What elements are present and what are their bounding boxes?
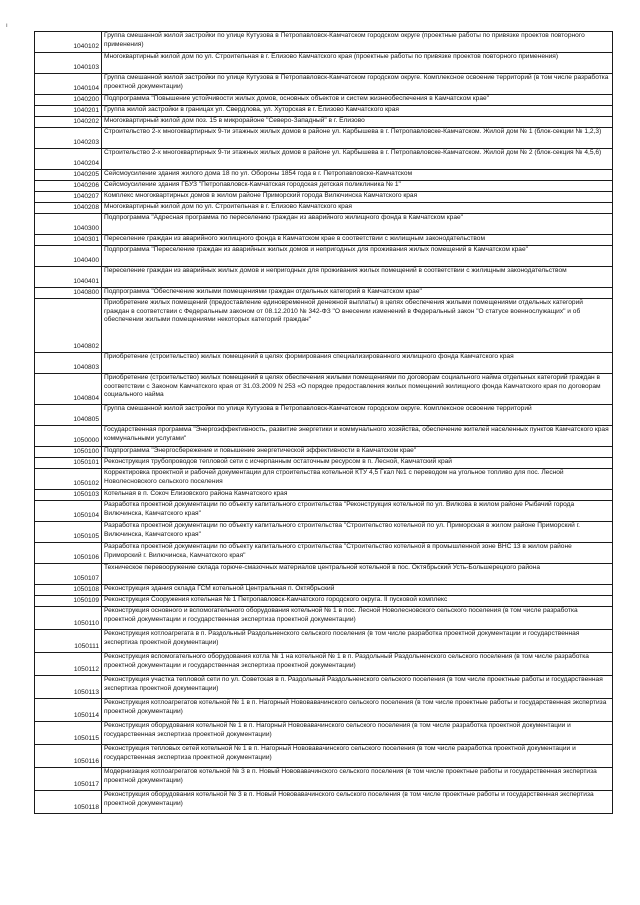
budget-codes-table (34, 31, 613, 814)
row-name: Группа жилой застройки в границах ул. Свердлова, ул. Хуторская в г. Елизово Камчатского края (102, 106, 613, 117)
row-name: Реконструкция котлоагрегата в п. Раздольный Раздольненского сельского поселения (в том числе разработка проектной документации и государственная экспертиза проектной документации) (102, 630, 613, 653)
row-code: 1050104 (35, 501, 102, 522)
row-code: 1050114 (35, 699, 102, 722)
row-code: 1050108 (35, 585, 102, 596)
row-name: Реконструкция оборудования котельной № 1 в п. Нагорный Нововавачинского сельского поселения (в том числе разработка проектной документации и государственная экспертиза проектной документации) (102, 722, 613, 745)
row-name: Сейсмоусиление здания ГБУЗ "Петропавловск-Камчатская городская детская поликлиника № 1" (102, 181, 613, 192)
row-code: 1040204 (35, 149, 102, 170)
table-row (35, 543, 613, 564)
row-code: 1040803 (35, 353, 102, 374)
table-row (35, 564, 613, 585)
table-row (35, 745, 613, 768)
row-code: 1040400 (35, 246, 102, 267)
row-code: 1050106 (35, 543, 102, 564)
row-code: 1040104 (35, 74, 102, 95)
row-code: 1050100 (35, 447, 102, 458)
row-code: 1050115 (35, 722, 102, 745)
row-name: Реконструкция тепловых сетей котельной № 1 в п. Нагорный Нововавачинского сельского поселения (в том числе разработка проектной документации и государственная экспертиза проектной документации) (102, 745, 613, 768)
row-name: Группа смешанной жилой застройки по улице Кутузова в Петропавловск-Камчатском городском округе. Комплексное освоение территорий (в том числе разработка проектной документации) (102, 74, 613, 95)
row-name: Приобретение (строительство) жилых помещений в целях формирования специализированного жилищного фонда Камчатского края (102, 353, 613, 374)
row-name: Подпрограмма "Энергосбережение и повышение энергетической эффективности в Камчатском крае" (102, 447, 613, 458)
row-name: Сейсмоусиление здания жилого дома 18 по ул. Обороны 1854 года в г. Петропавловске-Камчатском (102, 170, 613, 181)
table-row (35, 53, 613, 74)
row-name: Реконструкция Сооружения котельная № 1 Петропавловск-Камчатского городского округа. II пусковой комплекс (102, 596, 613, 607)
row-code: 1050110 (35, 607, 102, 630)
table-row (35, 32, 613, 53)
row-name: Подпрограмма "Переселение граждан из аварийных жилых домов и непригодных для проживания жилых помещений в Камчатском крае" (102, 246, 613, 267)
table-row (35, 653, 613, 676)
table-row (35, 469, 613, 490)
table-row (35, 288, 613, 299)
table-row (35, 522, 613, 543)
row-code: 1050117 (35, 768, 102, 791)
row-code: 1040401 (35, 267, 102, 288)
row-name: Реконструкция трубопроводов тепловой сети с исчерпанным остаточным ресурсом в п. Лесной, Камчатский край (102, 458, 613, 469)
row-name: Подпрограмма "Повышение устойчивости жилых домов, основных объектов и систем жизнеобеспечения в Камчатском крае" (102, 95, 613, 106)
table-row (35, 128, 613, 149)
row-code: 1050103 (35, 490, 102, 501)
row-code: 1050102 (35, 469, 102, 490)
table-row (35, 181, 613, 192)
table-row (35, 501, 613, 522)
table-row (35, 106, 613, 117)
table-row (35, 585, 613, 596)
row-name: Подпрограмма "Обеспечение жилыми помещениями граждан отдельных категорий в Камчатском крае" (102, 288, 613, 299)
row-code: 1040208 (35, 203, 102, 214)
table-row (35, 95, 613, 106)
margin-mark: ı (6, 22, 8, 29)
row-name: Подпрограмма "Адресная программа по переселению граждан из аварийного жилищного фонда в Камчатском крае" (102, 214, 613, 235)
row-code: 1040206 (35, 181, 102, 192)
table-row (35, 490, 613, 501)
table-row (35, 235, 613, 246)
row-code: 1040301 (35, 235, 102, 246)
table-row (35, 722, 613, 745)
table-row (35, 426, 613, 447)
row-name: Строительство 2-х многоквартирных 9-ти этажных жилых домов в районе ул. Карбышева в г. Петропавловске-Камчатском. Жилой дом № 2 (блок-секция № 4,5,6) (102, 149, 613, 170)
row-code: 1050111 (35, 630, 102, 653)
table-row (35, 676, 613, 699)
row-code: 1050118 (35, 791, 102, 814)
table-row (35, 170, 613, 181)
row-name: Котельная в п. Сокоч Елизовского района Камчатского края (102, 490, 613, 501)
row-name: Государственная программа "Энергоэффективность, развитие энергетики и коммунального хозяйства, обеспечение жителей населенных пунктов Камчатского края коммунальными услугами" (102, 426, 613, 447)
row-name: Комплекс многоквартирных домов в жилом районе Приморский города Вилючинска Камчатского края (102, 192, 613, 203)
table-row (35, 374, 613, 405)
row-code: 1040207 (35, 192, 102, 203)
row-code: 1040203 (35, 128, 102, 149)
row-name: Многоквартирный жилой дом по ул. Строительная в г. Елизово Камчатского края (проектные работы по привязке проектов повторного применения) (102, 53, 613, 74)
row-code: 1040802 (35, 299, 102, 353)
row-code: 1040102 (35, 32, 102, 53)
row-code: 1050113 (35, 676, 102, 699)
table-row (35, 149, 613, 170)
row-name: Группа смешанной жилой застройки по улице Кутузова в Петропавловск-Камчатском городском округе. Комплексное освоение территорий (102, 405, 613, 426)
table-row (35, 447, 613, 458)
row-name: Разработка проектной документации по объекту капитального строительства "Строительство котельной по ул. Приморская в жилом районе Приморский г. Вилючинска, Камчатского края" (102, 522, 613, 543)
row-name: Реконструкция здания склада ГСМ котельной Центральная п. Октябрьский (102, 585, 613, 596)
table-row (35, 192, 613, 203)
table-row (35, 791, 613, 814)
row-name: Приобретение жилых помещений (предоставление единовременной денежной выплаты) в целях обеспечения жилыми помещениями отдельных категорий граждан в соответствии с Федеральным законом от 08.12.2010 № 342-ФЗ "О внесении изменений в Федеральный закон "О статусе военнослужащих" и об обеспечении жилыми помещениями некоторых категорий граждан" (102, 299, 613, 353)
row-name: Многоквартирный жилой дом поз. 15 в микрорайоне "Северо-Западный" в г. Елизово (102, 117, 613, 128)
row-code: 1050101 (35, 458, 102, 469)
row-name: Переселение граждан из аварийного жилищного фонда в Камчатском крае в соответствии с жилищным законодательством (102, 235, 613, 246)
table-row (35, 607, 613, 630)
table-row (35, 699, 613, 722)
row-name: Разработка проектной документации по объекту капитального строительства "Реконструкция котельной по ул. Вилкова в жилом районе Рыбачий города Вилючинска, Камчатского края" (102, 501, 613, 522)
row-name: Реконструкция оборудования котельной № 3 в п. Новый Нововавачинского сельского поселения (в том числе проектные работы и государственная экспертиза проектной документации) (102, 791, 613, 814)
row-code: 1040202 (35, 117, 102, 128)
table-row (35, 246, 613, 267)
row-name: Группа смешанной жилой застройки по улице Кутузова в Петропавловск-Камчатском городском округе (проектные работы по привязке проектов повторного применения) (102, 32, 613, 53)
row-name: Приобретение (строительство) жилых помещений в целях обеспечения жилыми помещениями по договорам социального найма отдельных категорий граждан в соответствии с Законом Камчатского края от 31.03.2009 N 253 «О порядке предоставления жилых помещений жилищного фонда Камчатского края по договорам социального найма (102, 374, 613, 405)
table-row (35, 768, 613, 791)
table-row (35, 405, 613, 426)
budget-codes-table-page (34, 31, 612, 814)
table-row (35, 74, 613, 95)
row-code: 1040300 (35, 214, 102, 235)
table-row (35, 214, 613, 235)
row-code: 1040103 (35, 53, 102, 74)
table-row (35, 203, 613, 214)
table-row (35, 630, 613, 653)
row-code: 1050109 (35, 596, 102, 607)
row-name: Реконструкция котлоагрегатов котельной № 1 в п. Нагорный Нововавачинского сельского поселения (в том числе проектные работы и государственная экспертиза проектной документации) (102, 699, 613, 722)
table-body (35, 32, 613, 814)
row-code: 1040805 (35, 405, 102, 426)
row-name: Реконструкция участка тепловой сети по ул. Советская в п. Раздольный Раздольненского сельского поселения (в том числе проектные работы и государственная экспертиза проектной документации) (102, 676, 613, 699)
table-row (35, 596, 613, 607)
table-row (35, 458, 613, 469)
row-code: 1040200 (35, 95, 102, 106)
row-code: 1050116 (35, 745, 102, 768)
table-row (35, 117, 613, 128)
row-name: Разработка проектной документации по объекту капитального строительства "Строительство котельной в промышленной зоне ВНС 13 в жилом районе Приморский г. Вилючинска, Камчатского края" (102, 543, 613, 564)
row-code: 1040201 (35, 106, 102, 117)
row-name: Реконструкция основного и вспомогательного оборудования котельной № 1 в пос. Лесной Новолесновского сельского поселения (в том числе разработка проектной документации и государственная экспертиза проектной документации) (102, 607, 613, 630)
row-name: Техническое перевооружение склада горюче-смазочных материалов центральной котельной в пос. Октябрьский Усть-Большерецкого района (102, 564, 613, 585)
table-row (35, 299, 613, 353)
row-name: Модернизация котлоагрегатов котельной № 3 в п. Новый Нововавачинского сельского поселения (в том числе проектные работы и государственная экспертиза проектной документации) (102, 768, 613, 791)
table-row (35, 353, 613, 374)
table-row (35, 267, 613, 288)
row-code: 1050112 (35, 653, 102, 676)
row-name: Корректировка проектной и рабочей документации для строительства котельной КТУ 4,5 Гкал №1 с переводом на угольное топливо для пос. Лесной Новолесновского сельского поселения (102, 469, 613, 490)
row-code: 1040205 (35, 170, 102, 181)
row-name: Строительство 2-х многоквартирных 9-ти этажных жилых домов в районе ул. Карбышева в г. Петропавловске-Камчатском. Жилой дом № 1 (блок-секции № 1,2,3) (102, 128, 613, 149)
row-code: 1040804 (35, 374, 102, 405)
row-code: 1050105 (35, 522, 102, 543)
row-name: Многоквартирный жилой дом по ул. Строительная в г. Елизово Камчатского края (102, 203, 613, 214)
row-code: 1050107 (35, 564, 102, 585)
row-code: 1050000 (35, 426, 102, 447)
row-name: Реконструкция вспомогательного оборудования котла № 1 на котельной № 1 в п. Раздольный Раздольненского сельского поселения (в том числе разработка проектной документации и государственная экспертиза проектной документации) (102, 653, 613, 676)
row-code: 1040800 (35, 288, 102, 299)
row-name: Переселение граждан из аварийных жилых домов и непригодных для проживания жилых помещений в соответствии с жилищным законодательством (102, 267, 613, 288)
